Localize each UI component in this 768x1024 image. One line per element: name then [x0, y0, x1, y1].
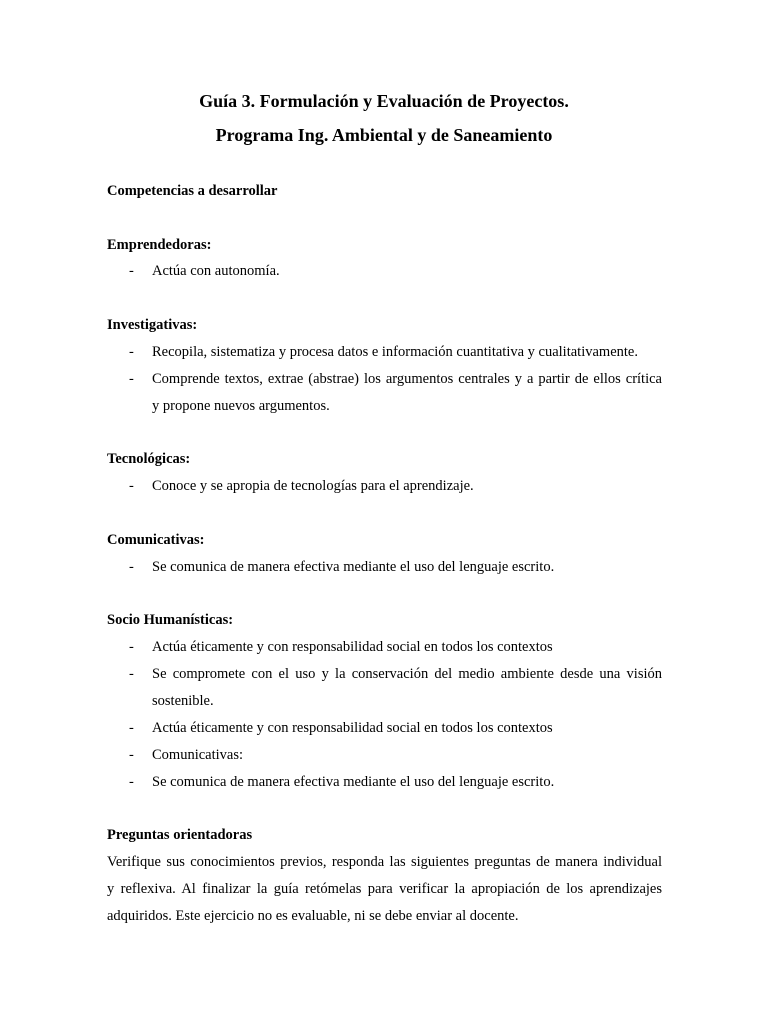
bullet-marker: -	[129, 747, 134, 763]
bullet-marker: -	[129, 559, 134, 575]
list-item: Se comunica de manera efectiva mediante el uso del lenguaje escrito.	[152, 774, 555, 790]
bullet-marker: -	[129, 478, 134, 494]
bullet-marker: -	[129, 666, 134, 682]
list-item: Actúa éticamente y con responsabilidad social en todos los contextos	[152, 720, 553, 736]
list-item: Actúa con autonomía.	[152, 263, 280, 279]
list-item: Se compromete con el uso y la conservación del medio ambiente desde una visión	[152, 666, 662, 682]
bullet-marker: -	[129, 263, 134, 279]
list-item: Se comunica de manera efectiva mediante el uso del lenguaje escrito.	[152, 559, 555, 575]
bullet-marker: -	[129, 639, 134, 655]
section-heading-emprendedoras: Emprendedoras:	[107, 237, 212, 253]
paragraph-line: adquiridos. Este ejercicio no es evaluable, ni se debe enviar al docente.	[107, 908, 519, 924]
list-item: Actúa éticamente y con responsabilidad social en todos los contextos	[152, 639, 553, 655]
paragraph-line: y reflexiva. Al finalizar la guía retómelas para verificar la apropiación de los aprendizajes	[107, 881, 662, 897]
competencias-heading: Competencias a desarrollar	[107, 183, 278, 199]
section-heading-socio-humanisticas: Socio Humanísticas:	[107, 612, 234, 628]
document-title: Guía 3. Formulación y Evaluación de Proyectos.	[199, 91, 569, 111]
section-heading-tecnologicas: Tecnológicas:	[107, 451, 191, 467]
list-item: Conoce y se apropia de tecnologías para el aprendizaje.	[152, 478, 474, 494]
bullet-marker: -	[129, 371, 134, 387]
list-item: Recopila, sistematiza y procesa datos e información cuantitativa y cualitativamente.	[152, 344, 638, 360]
document-subtitle: Programa Ing. Ambiental y de Saneamiento	[215, 125, 553, 145]
list-item-continuation: y propone nuevos argumentos.	[152, 398, 330, 414]
section-heading-comunicativas: Comunicativas:	[107, 532, 205, 548]
list-item: Comunicativas:	[152, 747, 244, 763]
list-item: Comprende textos, extrae (abstrae) los argumentos centrales y a partir de ellos crítica	[152, 371, 662, 387]
bullet-marker: -	[129, 344, 134, 360]
paragraph-line: Verifique sus conocimientos previos, responda las siguientes preguntas de manera individual	[107, 854, 662, 870]
section-heading-investigativas: Investigativas:	[107, 317, 198, 333]
bullet-marker: -	[129, 774, 134, 790]
bullet-marker: -	[129, 720, 134, 736]
preguntas-heading: Preguntas orientadoras	[107, 827, 253, 843]
list-item-continuation: sostenible.	[152, 693, 214, 709]
